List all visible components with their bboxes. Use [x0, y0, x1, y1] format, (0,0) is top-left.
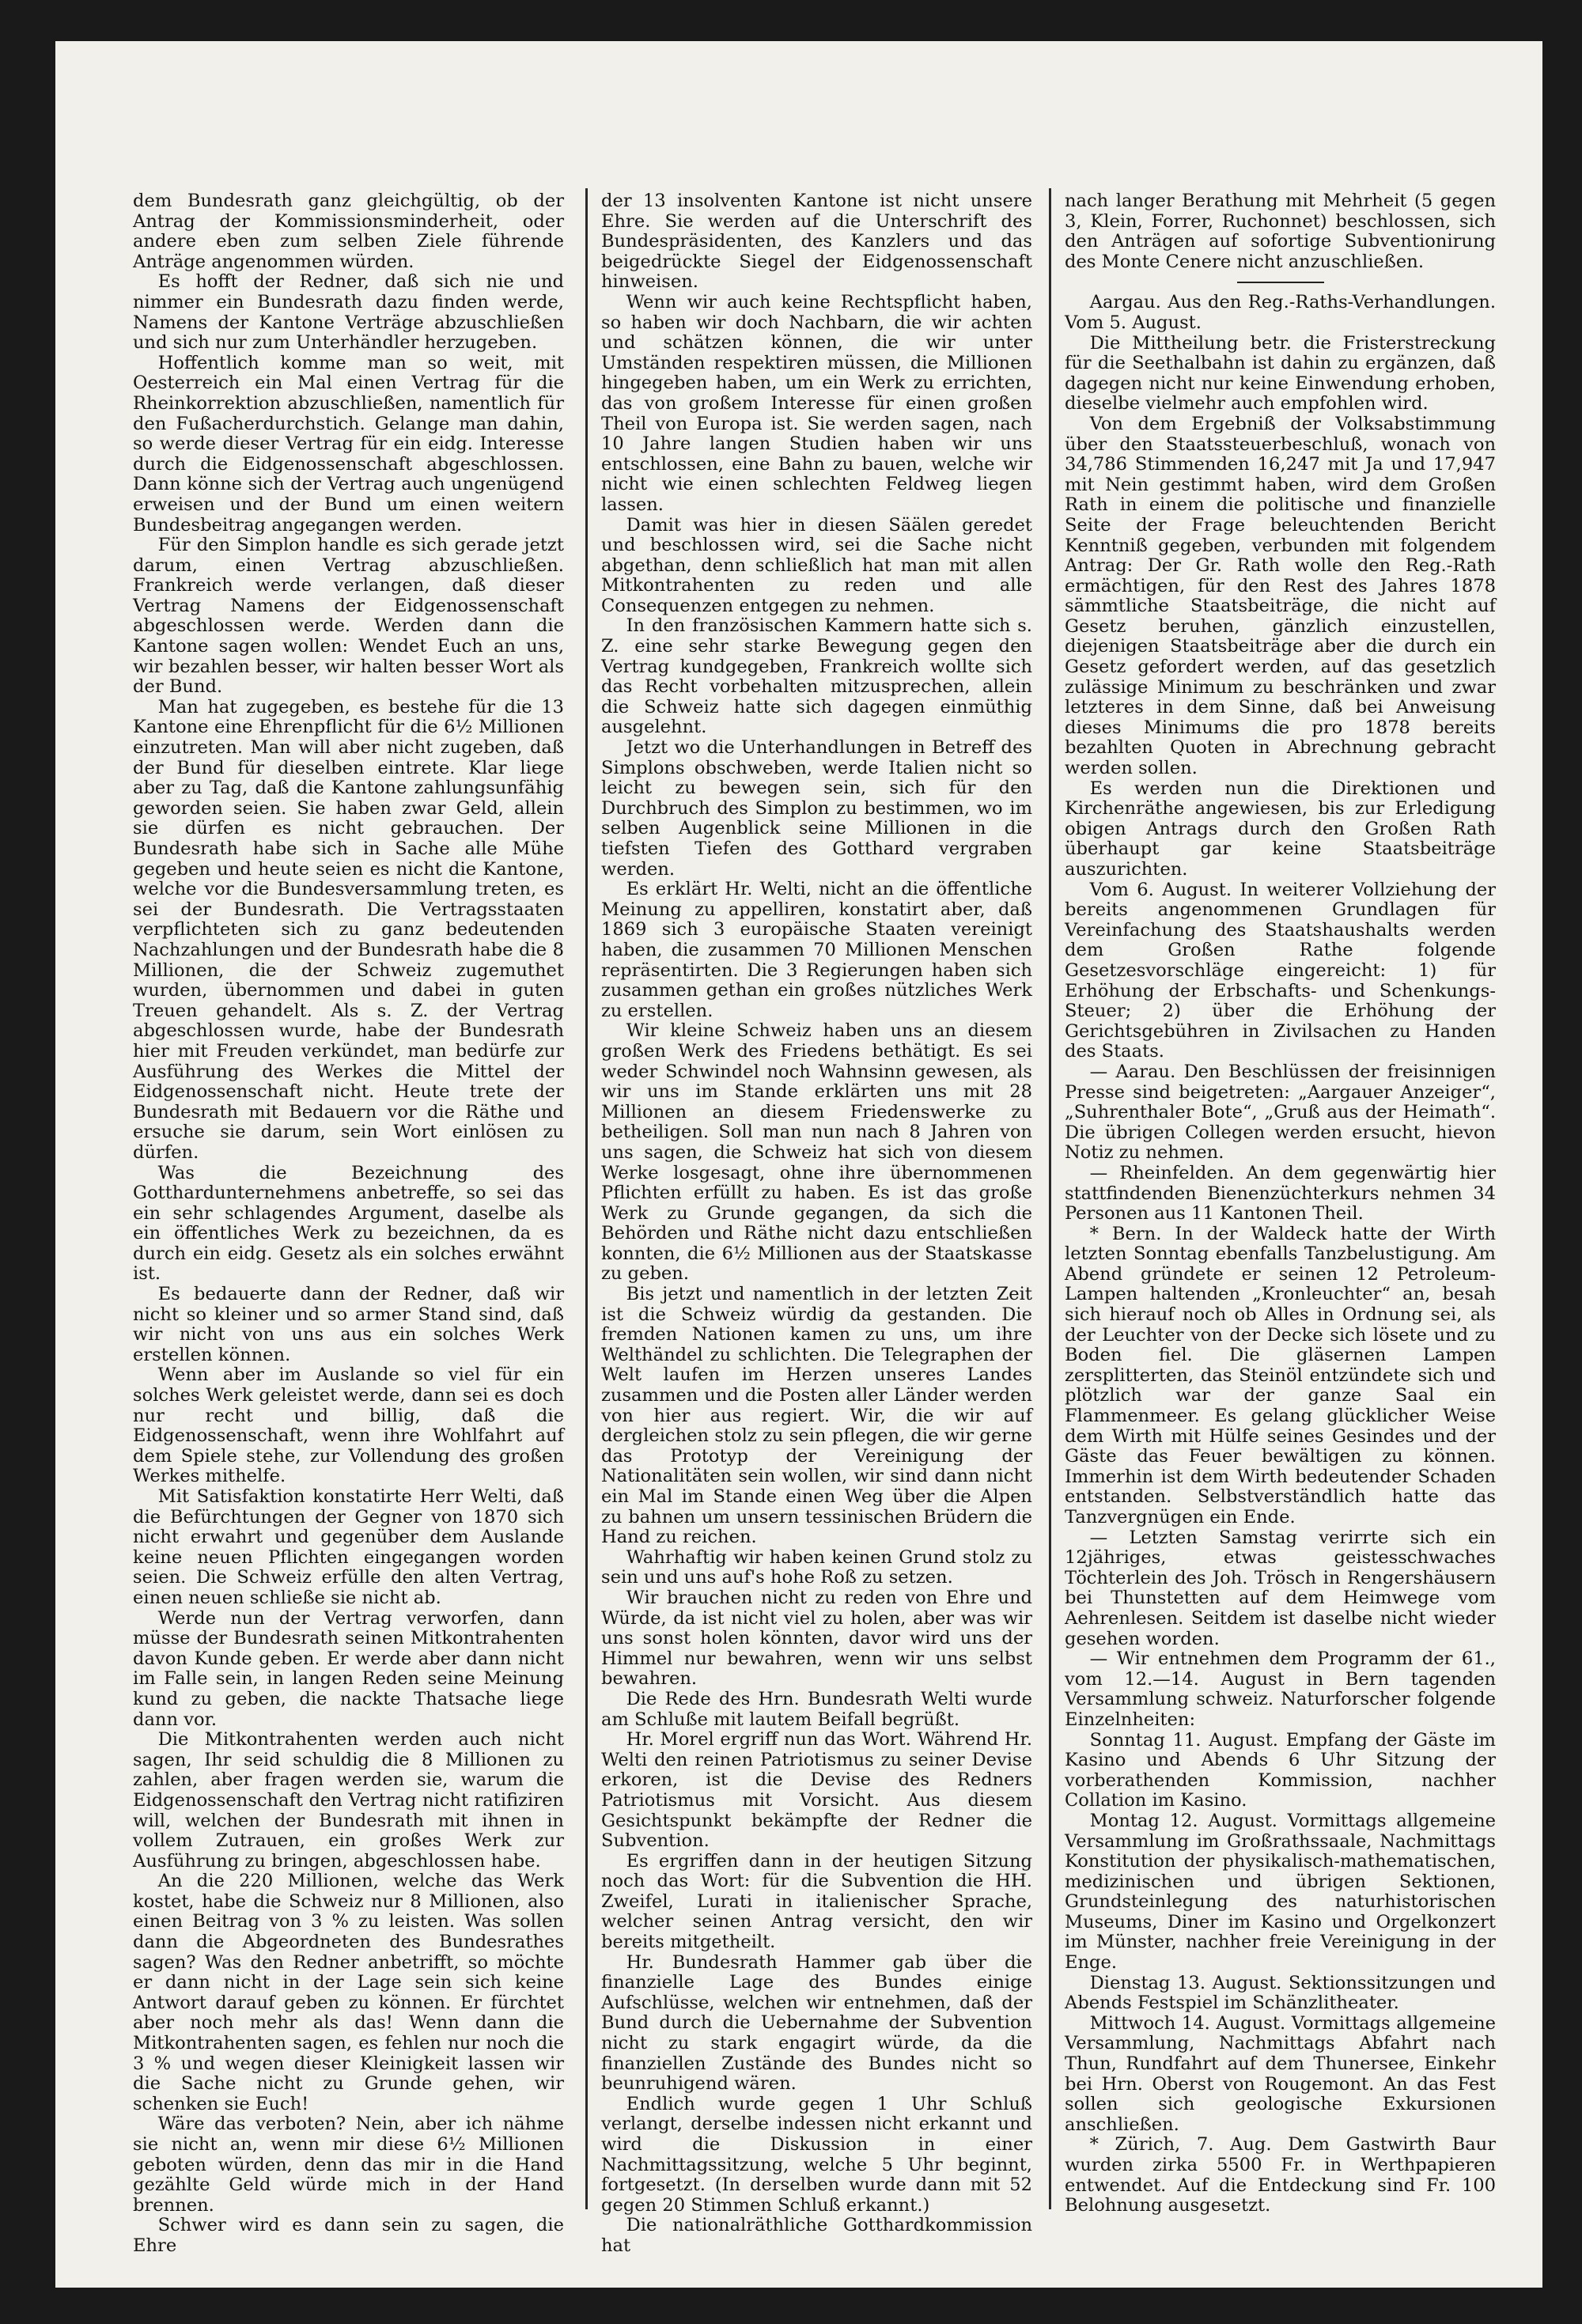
paragraph: Wenn aber im Auslande so viel für ein solches Werk geleistet werde, dann sei es doch nur recht und billig, daß die Eidgenossenschaft, wenn ihre Wohlfahrt auf dem Spiele stehe, zur Vollendung des großen Werkes mithelfe.	[133, 1364, 564, 1487]
paragraph: Schwer wird es dann sein zu sagen, die Ehre	[133, 2215, 564, 2256]
paragraph: Vom 6. August. In weiterer Vollziehung der bereits angenommenen Grundlagen für Vereinfachung des Staatshaushalts werden dem Großen Rathe folgende Gesetzesvorschläge eingereicht: 1) für Erhöhung der Erbschafts- und Schenkungs-Steuer; 2) über die Erhöhung der Gerichtsgebühren in Zivilsachen zu Handen des Staats.	[1065, 879, 1496, 1062]
paragraph: Mit Satisfaktion konstatirte Herr Welti, daß die Befürchtungen der Gegner von 1870 sich nicht erwahrt und gegenüber dem Auslande keine neuen Pflichten eingegangen worden seien. Die Schweiz erfülle den alten Vertrag, einen neuen schließe sie nicht ab.	[133, 1486, 564, 1608]
paragraph: Von dem Ergebniß der Volksabstimmung über den Staatssteuerbeschluß, wonach von 34,786 Stimmenden 16,247 mit Ja und 17,947 mit Nein gestimmt haben, wird dem Großen Rath in einem die politische und finanzielle Seite der Frage beleuchtenden Bericht Kenntniß gegeben, verbunden mit folgendem Antrag: Der Gr. Rath wolle den Reg.-Rath ermächtigen, für den Rest des Jahres 1878 sämmtliche Staatsbeiträge, die nicht auf Gesetz beruhen, gänzlich einzustellen, diejenigen Staatsbeiträge aber die durch ein Gesetz gefordert werden, auf das gesetzlich zulässige Minimum zu beschränken und zwar letzteres in dem Sinne, daß bei Anweisung dieses Minimums die pro 1878 bereits bezahlten Quoten in Abrechnung gebracht werden sollen.	[1065, 413, 1496, 779]
column-2	[601, 191, 1032, 2257]
paragraph: Man hat zugegeben, es bestehe für die 13 Kantone eine Ehrenpflicht für die 6½ Millionen einzutreten. Man will aber nicht zugeben, daß der Bund für dieselben eintrete. Klar liege aber zu Tag, daß die Kantone zahlungsunfähig geworden seien. Sie haben zwar Geld, allein sie dürfen es nicht gebrauchen. Der Bundesrath habe sich in Sache alle Mühe gegeben und heute seien es nicht die Kantone, welche vor die Bundesversammlung treten, es sei der Bundesrath. Die Vertragsstaaten verpflichteten sich zu ganz bedeutenden Nachzahlungen und der Bundesrath habe die 8 Millionen, die der Schweiz zugemuthet wurden, übernommen und dabei in guten Treuen gehandelt. Als s. Z. der Vertrag abgeschlossen wurde, habe der Bundesrath hier mit Freuden verkündet, man bedürfe zur Ausführung des Werkes die Mittel der Eidgenossenschaft nicht. Heute trete der Bundesrath mit Bedauern vor die Räthe und ersuche sie darum, sein Wort einlösen zu dürfen.	[133, 696, 564, 1163]
paragraph: Hoffentlich komme man so weit, mit Oesterreich ein Mal einen Vertrag für die Rheinkorrektion abzuschließen, namentlich für den Fußacherdurchstich. Gelange man dahin, so werde dieser Vertrag für ein eidg. Interesse durch die Eidgenossenschaft abgeschlossen. Dann könne sich der Vertrag auch ungenügend erweisen und der Bund um einen weitern Bundesbeitrag angegangen werden.	[133, 352, 564, 536]
paragraph: Was die Bezeichnung des Gotthardunternehmens anbetreffe, so sei das ein sehr schlagendes Argument, daselbe als ein öffentliches Werk zu bezeichnen, da es durch ein eidg. Gesetz als ein solches erwähnt ist.	[133, 1162, 564, 1285]
paragraph: Endlich wurde gegen 1 Uhr Schluß verlangt, derselbe indessen nicht erkannt und wird die Diskussion in einer Nachmittagssitzung, welche 5 Uhr beginnt, fortgesetzt. (In derselben wurde dann mit 52 gegen 20 Stimmen Schluß erkannt.)	[601, 2093, 1032, 2216]
paragraph: Montag 12. August. Vormittags allgemeine Versammlung im Großrathssaale, Nachmittags Konstitution der physikalisch-mathematischen, medizinischen und übrigen Sektionen, Grundsteinlegung des naturhistorischen Museums, Diner im Kasino und Orgelkonzert im Münster, nachher freie Vereinigung in der Enge.	[1065, 1810, 1496, 1974]
paragraph: — Wir entnehmen dem Programm der 61., vom 12.—14. August in Bern tagenden Versammlung schweiz. Naturforscher folgende Einzelnheiten:	[1065, 1648, 1496, 1730]
paragraph: Für den Simplon handle es sich gerade jetzt darum, einen Vertrag abzuschließen. Frankreich werde verlangen, daß dieser Vertrag Namens der Eidgenossenschaft abgeschlossen werde. Werden dann die Kantone sagen wollen: Wendet Euch an uns, wir bezahlen besser, wir halten besser Wort als der Bund.	[133, 535, 564, 698]
paragraph: dem Bundesrath ganz gleichgültig, ob der Antrag der Kommissionsminderheit, oder andere eben zum selben Ziele führende Anträge angenommen würden.	[133, 191, 564, 272]
section-heading: Aargau. Aus den Reg.-Raths-Verhandlungen. Vom 5. August.	[1065, 292, 1496, 333]
paragraph: Es hofft der Redner, daß sich nie und nimmer ein Bundesrath dazu finden werde, Namens der Kantone Verträge abzuschließen und sich nur zum Unterhändler herzugeben.	[133, 271, 564, 354]
paragraph: Es werden nun die Direktionen und Kirchenräthe angewiesen, bis zur Erledigung obigen Antrags durch den Großen Rath überhaupt gar keine Staatsbeiträge auszurichten.	[1065, 778, 1496, 880]
paragraph: Es bedauerte dann der Redner, daß wir nicht so kleiner und so armer Stand sind, daß wir nicht von uns aus ein solches Werk erstellen können.	[133, 1284, 564, 1365]
paragraph: Dienstag 13. August. Sektionssitzungen und Abends Festspiel im Schänzlitheater.	[1065, 1972, 1496, 2014]
paragraph: Jetzt wo die Unterhandlungen in Betreff des Simplons obschweben, werde Italien nicht so leicht zu bewegen sein, sich für den Durchbruch des Simplon zu bestimmen, wo im selben Augenblick seine Millionen in die tiefsten Tiefen des Gotthard vergraben werden.	[601, 737, 1032, 880]
paragraph: Hr. Morel ergriff nun das Wort. Während Hr. Welti den reinen Patriotismus zu seiner Devise erkoren, ist die Devise des Redners Patriotismus mit Vorsicht. Aus diesem Gesichtspunkt bekämpfte der Redner die Subvention.	[601, 1729, 1032, 1852]
paragraph: Die Mittheilung betr. die Fristerstreckung für die Seethalbahn ist dahin zu ergänzen, daß dagegen nicht nur keine Einwendung erhoben, dieselbe vielmehr auch empfohlen wird.	[1065, 332, 1496, 414]
column-rule-left	[585, 188, 588, 2209]
paragraph: Die Mitkontrahenten werden auch nicht sagen, Ihr seid schuldig die 8 Millionen zu zahlen, aber fragen werden sie, warum die Eidgenossenschaft den Vertrag nicht ratifiziren will, welchen der Bundesrath mit ihnen in vollem Zutrauen, ein großes Werk zur Ausführung zu bringen, abgeschlossen habe.	[133, 1729, 564, 1872]
column-3	[1065, 191, 1496, 2216]
paragraph: * Zürich, 7. Aug. Dem Gastwirth Baur wurden zirka 5500 Fr. in Werthpapieren entwendet. Auf die Entdeckung sind Fr. 100 Belohnung ausgesetzt.	[1065, 2134, 1496, 2216]
paragraph: In den französischen Kammern hatte sich s. Z. eine sehr starke Bewegung gegen den Vertrag kundgegeben, Frankreich wollte sich das Recht vorbehalten mitzusprechen, allein die Schweiz hatte sich dagegen einmüthig ausgelehnt.	[601, 615, 1032, 738]
paragraph: Wahrhaftig wir haben keinen Grund stolz zu sein und uns auf's hohe Roß zu setzen.	[601, 1546, 1032, 1588]
paragraph: Mittwoch 14. August. Vormittags allgemeine Versammlung, Nachmittags Abfahrt nach Thun, Rundfahrt auf dem Thunersee, Einkehr bei Hrn. Oberst von Rougemont. An das Fest sollen sich geologische Exkursionen anschließen.	[1065, 2012, 1496, 2135]
paragraph: — Rheinfelden. An dem gegenwärtig hier stattfindenden Bienenzüchterkurs nehmen 34 Personen aus 11 Kantonen Theil.	[1065, 1162, 1496, 1224]
paragraph: Wäre das verboten? Nein, aber ich nähme sie nicht an, wenn mir diese 6½ Millionen geboten würden, denn das mir in die Hand gezählte Geld würde mich in der Hand brennen.	[133, 2114, 564, 2216]
paragraph: Es ergriffen dann in der heutigen Sitzung noch das Wort: für die Subvention die HH. Zweifel, Lurati in italienischer Sprache, welcher seinen Antrag versicht, den wir bereits mitgetheilt.	[601, 1850, 1032, 1953]
paragraph: Hr. Bundesrath Hammer gab über die finanzielle Lage des Bundes einige Aufschlüsse, welchen wir entnehmen, daß der Bund durch die Uebernahme der Subvention nicht zu stark engagirt würde, da die finanziellen Zustände des Bundes nicht so beunruhigend wären.	[601, 1951, 1032, 2095]
paragraph: Die Rede des Hrn. Bundesrath Welti wurde am Schluße mit lautem Beifall begrüßt.	[601, 1688, 1032, 1730]
paragraph: Wir brauchen nicht zu reden von Ehre und Würde, da ist nicht viel zu holen, aber was wir uns sonst holen könnten, davor wird uns der Himmel nur bewahren, wenn wir uns selbst bewahren.	[601, 1587, 1032, 1690]
paragraph: — Letzten Samstag verirrte sich ein 12jähriges, etwas geistesschwaches Töchterlein des Joh. Trösch in Rengershäusern bei Thunstetten auf dem Heimwege vom Aehrenlesen. Seitdem ist daselbe nicht wieder gesehen worden.	[1065, 1527, 1496, 1649]
newspaper-page	[55, 41, 1542, 2288]
paragraph: der 13 insolventen Kantone ist nicht unsere Ehre. Sie werden auf die Unterschrift des Bundespräsidenten, des Kanzlers und das beigedrückte Siegel der Eidgenossenschaft hinweisen.	[601, 191, 1032, 293]
paragraph: — Aarau. Den Beschlüssen der freisinnigen Presse sind beigetreten: „Aargauer Anzeiger“, „Suhrenthaler Bote“, „Gruß aus der Heimath“. Die übrigen Collegen werden ersucht, hievon Notiz zu nehmen.	[1065, 1061, 1496, 1164]
paragraph: Wir kleine Schweiz haben uns an diesem großen Werk des Friedens bethätigt. Es sei weder Schwindel noch Wahnsinn gewesen, als wir uns im Stande erklärten uns mit 28 Millionen an diesem Friedenswerke zu betheiligen. Soll man nun nach 8 Jahren von uns sagen, die Schweiz hat sich von diesem Werke losgesagt, ohne ihre übernommenen Pflichten erfüllt zu haben. Es ist das große Werk zu Grunde gegangen, da sich die Behörden und Räthe nicht dazu entschließen konnten, die 6½ Millionen aus der Staatskasse zu geben.	[601, 1020, 1032, 1285]
paragraph: Sonntag 11. August. Empfang der Gäste im Kasino und Abends 6 Uhr Sitzung der vorberathenden Kommission, nachher Collation im Kasino.	[1065, 1729, 1496, 1811]
paragraph: An die 220 Millionen, welche das Werk kostet, habe die Schweiz nur 8 Millionen, also einen Beitrag von 3 % zu leisten. Was sollen dann die Abgeordneten des Bundesrathes sagen? Was den Redner anbetrifft, so möchte er dann nicht in der Lage sein sich keine Antwort darauf geben zu können. Er fürchtet aber noch mehr als das! Wenn dann die Mitkontrahenten sagen, es fehlen nur noch die 3 % und wegen dieser Kleinigkeit lassen wir die Sache nicht zu Grunde gehen, wir schenken sie Euch!	[133, 1871, 564, 2114]
column-rule-right	[1049, 188, 1051, 2209]
paragraph: Wenn wir auch keine Rechtspflicht haben, so haben wir doch Nachbarn, die wir achten und schätzen können, die wir unter Umständen respektiren müssen, die Millionen hingegeben haben, um ein Werk zu errichten, das von großem Interesse für einen großen Theil von Europa ist. Sie werden sagen, nach 10 Jahre langen Studien haben wir uns entschlossen, eine Bahn zu bauen, welche wir nicht wie einen schlechten Feldweg liegen lassen.	[601, 291, 1032, 515]
paragraph: * Bern. In der Waldeck hatte der Wirth letzten Sonntag ebenfalls Tanzbelustigung. Am Abend gründete er seinen 12 Petroleum-Lampen haltenden „Kronleuchter“ an, besah sich hierauf noch ob Alles in Ordnung sei, als der Leuchter von der Decke sich lösete und zu Boden fiel. Die gläsernen Lampen zersplitterten, das Steinöl entzündete sich und plötzlich war der ganze Saal ein Flammenmeer. Es gelang glücklicher Weise dem Wirth mit Hülfe seines Gesindes und der Gäste das Feuer bewältigen zu können. Immerhin ist dem Wirth bedeutender Schaden entstanden. Selbstverständlich hatte das Tanzvergnügen ein Ende.	[1065, 1223, 1496, 1527]
column-1	[133, 191, 564, 2257]
paragraph: Es erklärt Hr. Welti, nicht an die öffentliche Meinung zu appelliren, konstatirt aber, daß 1869 sich 3 europäische Staaten vereinigt haben, die zusammen 70 Millionen Menschen repräsentirten. Die 3 Regierungen haben sich zusammen gethan ein großes nützliches Werk zu erstellen.	[601, 879, 1032, 1021]
paragraph: Werde nun der Vertrag verworfen, dann müsse der Bundesrath seinen Mitkontrahenten davon Kunde geben. Er werde aber dann nicht im Falle sein, in langen Reden seine Meinung kund zu geben, die nackte Thatsache liege dann vor.	[133, 1607, 564, 1730]
paragraph: nach langer Berathung mit Mehrheit (5 gegen 3, Klein, Forrer, Ruchonnet) beschlossen, sich den Anträgen auf sofortige Subventionirung des Monte Cenere nicht anzuschließen.	[1065, 191, 1496, 272]
section-separator	[1237, 282, 1324, 283]
paragraph: Damit was hier in diesen Säälen geredet und beschlossen wird, sei die Sache nicht abgethan, denn schließlich hat man mit allen Mitkontrahenten zu reden und alle Consequenzen entgegen zu nehmen.	[601, 514, 1032, 616]
paragraph: Bis jetzt und namentlich in der letzten Zeit ist die Schweiz würdig da gestanden. Die fremden Nationen kamen zu uns, um ihre Welthändel zu schlichten. Die Telegraphen der Welt laufen im Herzen unseres Landes zusammen und die Posten aller Länder werden von hier aus regiert. Wir, die wir auf dergleichen stolz zu sein pflegen, die wir gerne das Prototyp der Vereinigung der Nationalitäten sein wollen, wir sind dann nicht ein Mal im Stande einen Weg über die Alpen zu bahnen um unsern tessinischen Brüdern die Hand zu reichen.	[601, 1284, 1032, 1548]
paragraph: Die nationalräthliche Gotthardkommission hat	[601, 2215, 1032, 2256]
